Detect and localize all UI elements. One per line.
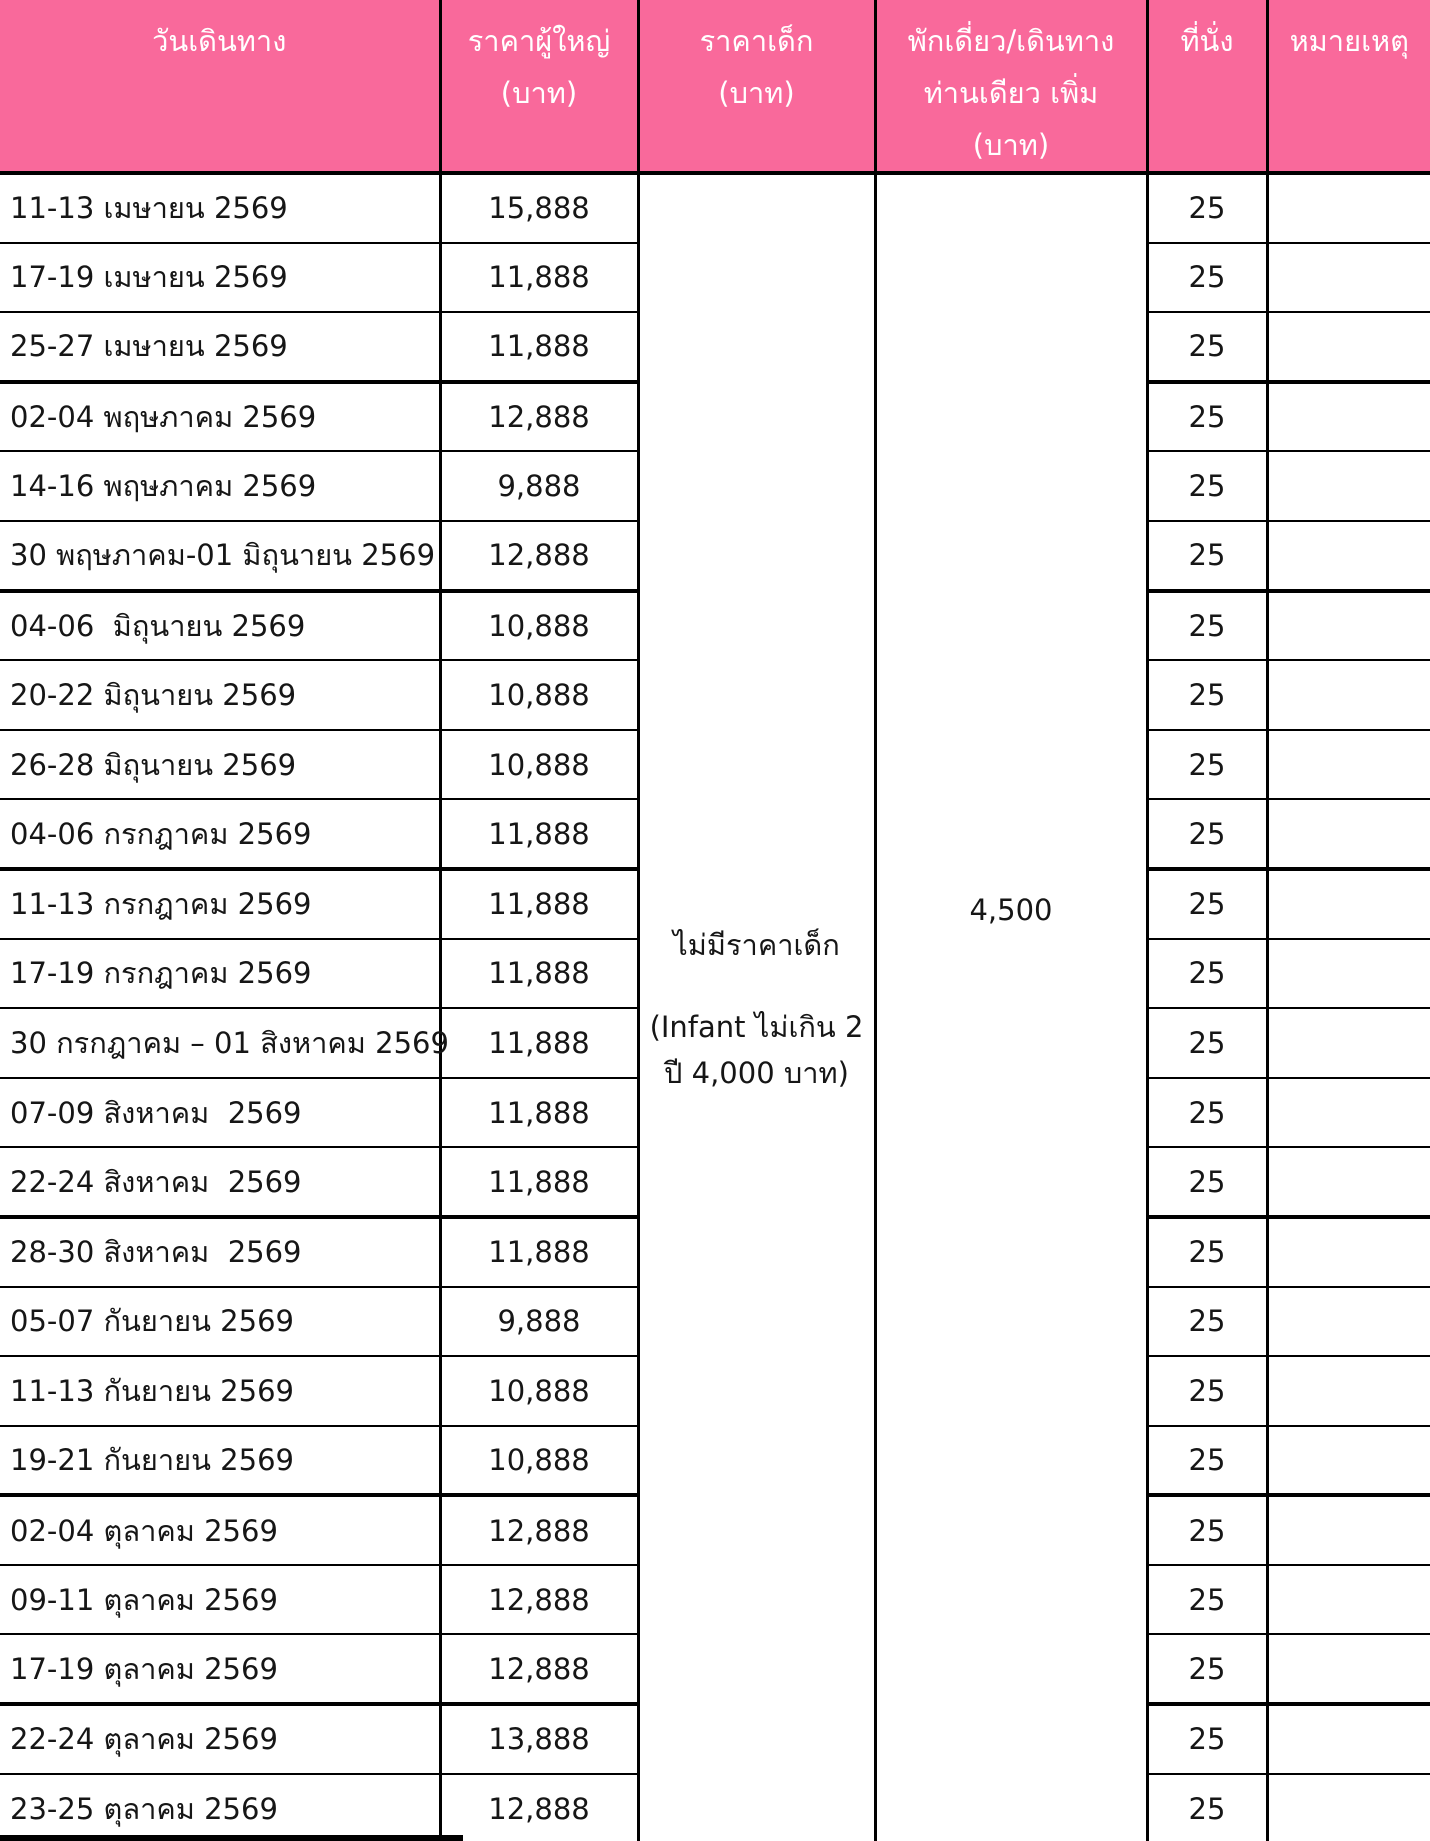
cell-departure-date: 28-30 สิงหาคม 2569 [0, 1217, 440, 1287]
cell-departure-date: 17-19 ตุลาคม 2569 [0, 1634, 440, 1704]
cell-remark [1267, 591, 1430, 661]
merged-child-price-cell [638, 173, 875, 1841]
cell-remark [1267, 1287, 1430, 1357]
cell-seats: 25 [1147, 382, 1267, 452]
cell-remark [1267, 382, 1430, 452]
header-label: ที่นั่ง [1180, 24, 1234, 58]
cell-seats: 25 [1147, 1426, 1267, 1496]
infant-note-line1: (Infant ไม่เกิน 2 [649, 1010, 864, 1045]
column-header-adult-price [440, 0, 638, 173]
cell-seats: 25 [1147, 243, 1267, 313]
cell-remark [1267, 1774, 1430, 1841]
cell-departure-date: 11-13 กรกฎาคม 2569 [0, 869, 440, 939]
cell-departure-date: 17-19 กรกฎาคม 2569 [0, 939, 440, 1009]
cell-remark [1267, 1008, 1430, 1078]
header-label: ราคาผู้ใหญ่ [467, 24, 611, 58]
cell-departure-date: 09-11 ตุลาคม 2569 [0, 1565, 440, 1635]
cell-remark [1267, 660, 1430, 730]
table-row [0, 173, 1430, 243]
cell-departure-date: 30 พฤษภาคม-01 มิถุนายน 2569 [0, 521, 440, 591]
cell-adult-price: 11,888 [440, 1078, 638, 1148]
cell-remark [1267, 939, 1430, 1009]
cell-seats: 25 [1147, 521, 1267, 591]
cell-seats: 25 [1147, 312, 1267, 382]
cell-seats: 25 [1147, 1634, 1267, 1704]
cell-seats: 25 [1147, 1495, 1267, 1565]
cell-departure-date: 05-07 กันยายน 2569 [0, 1287, 440, 1357]
cell-remark [1267, 1634, 1430, 1704]
cell-departure-date: 17-19 เมษายน 2569 [0, 243, 440, 313]
cell-adult-price: 11,888 [440, 243, 638, 313]
header-label: พักเดี่ยว/เดินทาง [907, 24, 1115, 58]
cell-adult-price: 11,888 [440, 1008, 638, 1078]
merged-single-supplement-cell [875, 173, 1147, 1841]
column-header-child-price [638, 0, 875, 173]
cell-seats: 25 [1147, 1704, 1267, 1774]
clipped-bottom-border [0, 1835, 463, 1841]
cell-seats: 25 [1147, 173, 1267, 243]
header-label-unit: (บาท) [972, 128, 1050, 162]
cell-remark [1267, 1704, 1430, 1774]
cell-departure-date: 14-16 พฤษภาคม 2569 [0, 451, 440, 521]
cell-adult-price: 9,888 [440, 1287, 638, 1357]
cell-adult-price: 12,888 [440, 1565, 638, 1635]
cell-adult-price: 10,888 [440, 730, 638, 800]
cell-adult-price: 12,888 [440, 382, 638, 452]
cell-adult-price: 9,888 [440, 451, 638, 521]
cell-departure-date: 22-24 ตุลาคม 2569 [0, 1704, 440, 1774]
header-label: หมายเหตุ [1289, 24, 1409, 58]
cell-remark [1267, 799, 1430, 869]
cell-departure-date: 23-25 ตุลาคม 2569 [0, 1774, 440, 1841]
cell-adult-price: 11,888 [440, 312, 638, 382]
cell-remark [1267, 1217, 1430, 1287]
cell-adult-price: 11,888 [440, 1217, 638, 1287]
cell-seats: 25 [1147, 1565, 1267, 1635]
cell-departure-date: 19-21 กันยายน 2569 [0, 1426, 440, 1496]
cell-adult-price: 10,888 [440, 1356, 638, 1426]
header-row [0, 0, 1430, 173]
cell-departure-date: 20-22 มิถุนายน 2569 [0, 660, 440, 730]
cell-departure-date: 26-28 มิถุนายน 2569 [0, 730, 440, 800]
cell-departure-date: 11-13 เมษายน 2569 [0, 173, 440, 243]
column-header-remark [1267, 0, 1430, 173]
cell-departure-date: 04-06 มิถุนายน 2569 [0, 591, 440, 661]
cell-departure-date: 30 กรกฎาคม – 01 สิงหาคม 2569 [0, 1008, 440, 1078]
cell-seats: 25 [1147, 1356, 1267, 1426]
cell-seats: 25 [1147, 1078, 1267, 1148]
cell-seats: 25 [1147, 451, 1267, 521]
cell-seats: 25 [1147, 730, 1267, 800]
cell-seats: 25 [1147, 1287, 1267, 1357]
cell-remark [1267, 521, 1430, 591]
cell-adult-price: 13,888 [440, 1704, 638, 1774]
header-label: วันเดินทาง [152, 24, 287, 58]
cell-adult-price: 11,888 [440, 939, 638, 1009]
cell-departure-date: 11-13 กันยายน 2569 [0, 1356, 440, 1426]
infant-note-line2: ปี 4,000 บาท) [664, 1056, 849, 1091]
cell-remark [1267, 1147, 1430, 1217]
cell-departure-date: 02-04 ตุลาคม 2569 [0, 1495, 440, 1565]
header-label-unit: (บาท) [718, 76, 795, 110]
cell-adult-price: 11,888 [440, 1147, 638, 1217]
cell-adult-price: 10,888 [440, 591, 638, 661]
cell-remark [1267, 1565, 1430, 1635]
cell-seats: 25 [1147, 869, 1267, 939]
column-header-departure-date [0, 0, 440, 173]
cell-remark [1267, 1426, 1430, 1496]
cell-departure-date: 04-06 กรกฎาคม 2569 [0, 799, 440, 869]
cell-adult-price: 15,888 [440, 173, 638, 243]
cell-remark [1267, 173, 1430, 243]
cell-seats: 25 [1147, 939, 1267, 1009]
cell-remark [1267, 1495, 1430, 1565]
cell-remark [1267, 730, 1430, 800]
cell-adult-price: 12,888 [440, 1634, 638, 1704]
cell-adult-price: 11,888 [440, 799, 638, 869]
header-label: ท่านเดียว เพิ่ม [923, 76, 1099, 110]
cell-seats: 25 [1147, 591, 1267, 661]
cell-departure-date: 02-04 พฤษภาคม 2569 [0, 382, 440, 452]
child-no-price-text: ไม่มีราคาเด็ก [673, 928, 840, 963]
cell-adult-price: 12,888 [440, 1774, 638, 1841]
header-label: ราคาเด็ก [699, 24, 814, 58]
cell-departure-date: 07-09 สิงหาคม 2569 [0, 1078, 440, 1148]
cell-adult-price: 12,888 [440, 521, 638, 591]
cell-seats: 25 [1147, 799, 1267, 869]
cell-remark [1267, 312, 1430, 382]
single-supplement-value: 4,500 [969, 893, 1053, 927]
cell-departure-date: 22-24 สิงหาคม 2569 [0, 1147, 440, 1217]
column-header-single-supplement [875, 0, 1147, 173]
cell-remark [1267, 243, 1430, 313]
cell-seats: 25 [1147, 1774, 1267, 1841]
cell-remark [1267, 1078, 1430, 1148]
cell-remark [1267, 869, 1430, 939]
cell-adult-price: 11,888 [440, 869, 638, 939]
cell-adult-price: 12,888 [440, 1495, 638, 1565]
column-header-seats [1147, 0, 1267, 173]
cell-remark [1267, 451, 1430, 521]
cell-adult-price: 10,888 [440, 1426, 638, 1496]
cell-departure-date: 25-27 เมษายน 2569 [0, 312, 440, 382]
cell-seats: 25 [1147, 1217, 1267, 1287]
cell-remark [1267, 1356, 1430, 1426]
header-label-unit: (บาท) [500, 76, 578, 110]
cell-seats: 25 [1147, 1008, 1267, 1078]
cell-seats: 25 [1147, 1147, 1267, 1217]
cell-adult-price: 10,888 [440, 660, 638, 730]
cell-seats: 25 [1147, 660, 1267, 730]
